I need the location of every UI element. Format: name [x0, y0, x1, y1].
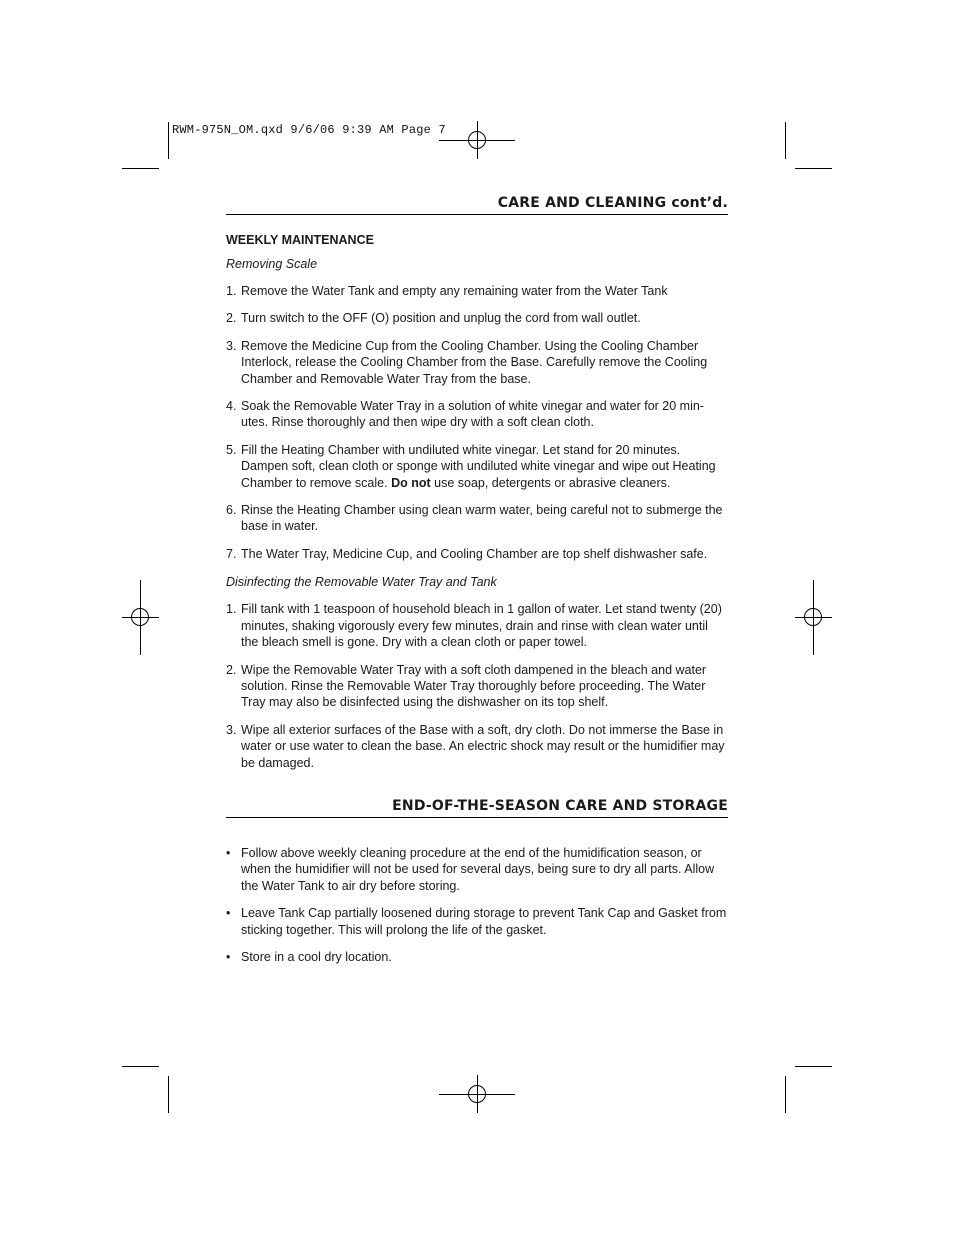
list-item: 5. Fill the Heating Chamber with undiluted white vinegar. Let stand for 20 minutes. Dampen soft, clean cloth or sponge with undiluted white vinegar and wipe out Heating Chamber to remove scale. Do not use soap, detergents or abrasive cleaners.: [226, 442, 716, 490]
list-item: 3. Remove the Medicine Cup from the Cooling Chamber. Using the Cooling Chamber Interlock, release the Cooling Chamber from the Base. Carefully remove the Cooling Chamber and Removable Water Tray from the base.: [226, 338, 708, 386]
list-item: 1. Remove the Water Tank and empty any remaining water from the Water Tank: [226, 284, 668, 298]
list-item: 2. Turn switch to the OFF (O) position and unplug the cord from wall outlet.: [226, 311, 641, 326]
crop-mark-top-left-horizontal: [122, 168, 159, 169]
list-item: 2. Wipe the Removable Water Tray with a soft cloth dampened in the bleach and water solution. Rinse the Removable Water Tray thoroughly before proceeding. The Water Tray may also be disinfected using the dishwasher on its top shelf.: [226, 662, 707, 710]
crop-mark-top-right-vertical: [785, 122, 786, 159]
care-section-title: CARE AND CLEANING cont’d.: [226, 195, 728, 215]
removing-scale-heading: Removing Scale: [226, 257, 318, 271]
list-item: 1. Fill tank with 1 teaspoon of household bleach in 1 gallon of water. Let stand twenty (20) minutes, shaking vigorously every few minutes, drain and rinse with clean water until the bleach smell is gone. Dry with a clean cloth or paper towel.: [226, 602, 722, 650]
weekly-maintenance-heading: WEEKLY MAINTENANCE: [226, 233, 374, 247]
list-item: • Leave Tank Cap partially loosened during storage to prevent Tank Cap and Gasket from sticking together. This will prolong the life of the gasket.: [226, 906, 727, 937]
registration-circle-top: [468, 131, 486, 149]
print-slug-line: RWM-975N_OM.qxd 9/6/06 9:39 AM Page 7: [172, 123, 446, 137]
storage-section-title: END-OF-THE-SEASON CARE AND STORAGE: [226, 798, 728, 818]
list-item: 3. Wipe all exterior surfaces of the Base with a soft, dry cloth. Do not immerse the Base in water or use water to clean the base. An electric shock may result or the humidifier may be damaged.: [226, 722, 725, 770]
list-item: 7. The Water Tray, Medicine Cup, and Cooling Chamber are top shelf dishwasher safe.: [226, 546, 708, 561]
list-item: 4. Soak the Removable Water Tray in a solution of white vinegar and water for 20 min- utes. Rinse thoroughly and then wipe dry with a soft clean cloth.: [226, 399, 704, 430]
removing-scale-steps: [226, 283, 728, 562]
list-item: • Follow above weekly cleaning procedure at the end of the humidification season, or when the humidifier will not be used for several days, being sure to dry all parts. Allow the Water Tank to air dry before storing.: [226, 845, 715, 893]
registration-circle-bottom: [468, 1085, 486, 1103]
list-item: • Store in a cool dry location.: [226, 949, 392, 964]
registration-circle-right: [804, 608, 822, 626]
crop-mark-bottom-right-horizontal: [795, 1066, 832, 1067]
page-content: [226, 195, 728, 965]
crop-mark-bottom-left-horizontal: [122, 1066, 159, 1067]
crop-mark-top-left-vertical: [168, 122, 169, 159]
disinfecting-steps: [226, 601, 728, 771]
disinfecting-heading: Disinfecting the Removable Water Tray and Tank: [226, 575, 497, 590]
do-not-emphasis: Do not: [391, 475, 431, 490]
storage-list: [226, 845, 728, 965]
crop-mark-bottom-left-vertical: [168, 1076, 169, 1113]
crop-mark-bottom-right-vertical: [785, 1076, 786, 1113]
registration-circle-left: [131, 608, 149, 626]
list-item: 6. Rinse the Heating Chamber using clean warm water, being careful not to submerge the base in water.: [226, 503, 723, 534]
crop-mark-top-right-horizontal: [795, 168, 832, 169]
